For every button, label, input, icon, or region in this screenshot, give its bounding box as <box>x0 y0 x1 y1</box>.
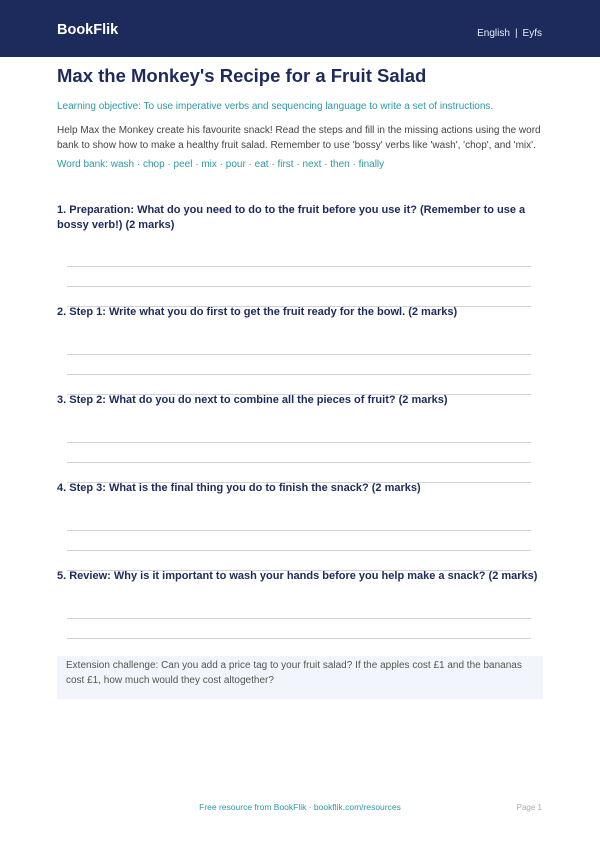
answer-line[interactable] <box>67 462 531 463</box>
answer-line[interactable] <box>67 530 531 531</box>
header-bar <box>0 0 600 57</box>
answer-line[interactable] <box>67 266 531 267</box>
brand-logo[interactable]: BookFlik <box>57 22 119 38</box>
answer-line[interactable] <box>67 374 531 375</box>
answer-line[interactable] <box>67 442 531 443</box>
answer-line[interactable] <box>67 618 531 619</box>
answer-line[interactable] <box>67 638 531 639</box>
answer-line[interactable] <box>67 550 531 551</box>
question-5: 5. Review: Why is it important to wash your hands before you help make a snack? (2 marks) <box>57 570 538 582</box>
header-meta <box>477 28 542 39</box>
page-title: Max the Monkey's Recipe for a Fruit Salad <box>57 65 427 86</box>
extension-challenge: Extension challenge: Can you add a price tag to your fruit salad? If the apples cost £1 and the bananas cost £1, how much would they cost altogether? <box>57 656 543 699</box>
page-number: Page 1 <box>516 803 542 812</box>
worksheet-intro <box>57 64 543 171</box>
learning-objective: Learning objective: To use imperative verbs and sequencing language to write a set of instructions. <box>57 101 494 112</box>
word-bank: Word bank: wash · chop · peel · mix · pour · eat · first · next · then · finally <box>57 159 385 170</box>
language-label[interactable]: English <box>477 28 510 39</box>
question-2: 2. Step 1: Write what you do first to get the fruit ready for the bowl. (2 marks) <box>57 306 458 318</box>
question-3: 3. Step 2: What do you do next to combine all the pieces of fruit? (2 marks) <box>57 394 448 406</box>
level-label: Eyfs <box>522 28 542 39</box>
answer-line[interactable] <box>67 354 531 355</box>
meta-separator: | <box>514 28 518 39</box>
instructions-text: Help Max the Monkey create his favourite snack! Read the steps and fill in the missing actions using the word bank to show how to make a healthy fruit salad. Remember to use 'bossy' verbs like 'wash', 'chop', and 'mix'. <box>57 125 541 151</box>
footer-resource-link[interactable]: Free resource from BookFlik · bookflik.com/resources <box>199 802 401 812</box>
answer-line[interactable] <box>67 286 531 287</box>
question-4: 4. Step 3: What is the final thing you do to finish the snack? (2 marks) <box>57 482 421 494</box>
question-1: 1. Preparation: What do you need to do to the fruit before you use it? (Remember to use a bossy verb!) (2 marks) <box>57 204 526 231</box>
